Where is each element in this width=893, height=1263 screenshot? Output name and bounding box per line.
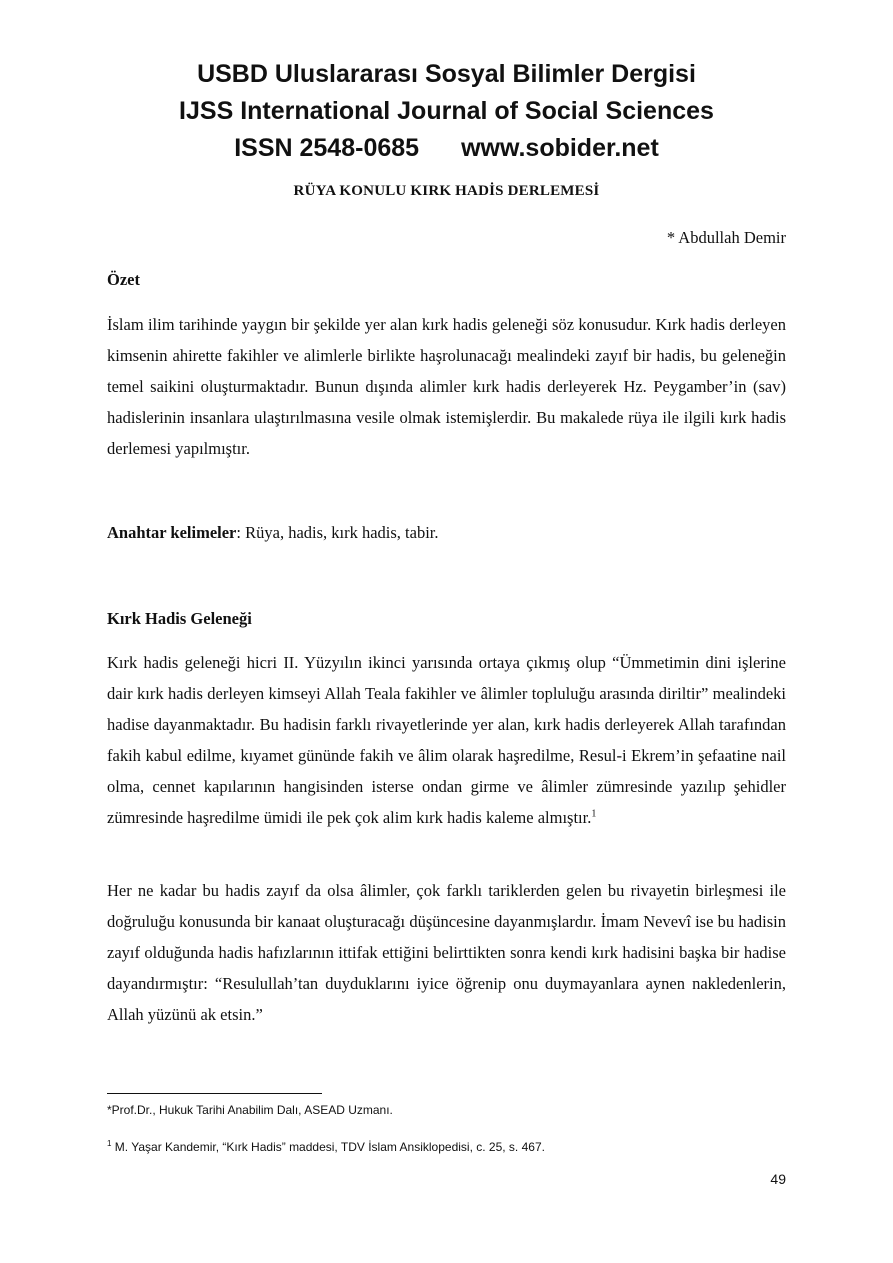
journal-website: www.sobider.net <box>461 134 659 162</box>
keywords-label: Anahtar kelimeler <box>107 523 237 542</box>
footnote-1 <box>107 1140 545 1154</box>
footnote-ref-1[interactable]: 1 <box>591 808 597 820</box>
abstract-heading: Özet <box>107 270 140 289</box>
author-name: * Abdullah Demir <box>666 228 786 247</box>
page-number: 49 <box>770 1171 786 1187</box>
issn-line <box>0 130 893 167</box>
journal-header <box>0 56 893 167</box>
keywords-separator: : <box>236 523 246 542</box>
section-paragraph-2: Her ne kadar bu hadis zayıf da olsa âlimler, çok farklı tariklerden gelen bu rivayetin birleşmesi ile doğruluğu konusunda bir kanaat oluşturacağı düşüncesine dayanmışlardır. İmam Nevevî ise bu hadisin zayıf olduğunda hadis hafızlarının ittifak ettiğini belirttikten sonra kendi kırk hadisini başka bir hadise dayandırmıştır: “Resulullah’tan duyduklarını iyice öğrenip onu duymayanlara aynen nakledenlerin, Allah yüzünü ak etsin.” <box>107 881 786 1024</box>
abstract-text: İslam ilim tarihinde yaygın bir şekilde yer alan kırk hadis geleneği söz konusudur. Kırk hadis derleyen kimsenin ahirette fakihler ve alimlerle birlikte haşrolunacağı mealindeki zayıf bir hadis, bu geleneğin temel saikini oluşturmaktadır. Bunun dışında alimler kırk hadis derleyerek Hz. Peygamber’in (sav) hadislerinin insanlara ulaştırılmasına vesile olmak istemişlerdir. Bu makalede rüya ile ilgili kırk hadis derlemesi yapılmıştır. <box>107 315 786 458</box>
journal-title-tr: USBD Uluslararası Sosyal Bilimler Dergisi <box>197 60 696 88</box>
issn: ISSN 2548-0685 <box>234 134 420 162</box>
article-title: RÜYA KONULU KIRK HADİS DERLEMESİ <box>293 183 600 199</box>
footnote-author: *Prof.Dr., Hukuk Tarihi Anabilim Dalı, ASEAD Uzmanı. <box>107 1103 393 1117</box>
footnote-divider <box>107 1093 322 1094</box>
keywords-value: Rüya, hadis, kırk hadis, tabir. <box>245 523 439 542</box>
keywords <box>107 523 439 543</box>
journal-title-en: IJSS International Journal of Social Sciences <box>179 97 714 125</box>
section-heading: Kırk Hadis Geleneği <box>107 609 252 628</box>
section-paragraph-1 <box>107 647 786 833</box>
footnote-1-text: M. Yaşar Kandemir, “Kırk Hadis” maddesi, TDV İslam Ansiklopedisi, c. 25, s. 467. <box>111 1140 545 1154</box>
paragraph-1-text: Kırk hadis geleneği hicri II. Yüzyılın ikinci yarısında ortaya çıkmış olup “Ümmetimin dini işlerine dair kırk hadis derleyen kimseyi Allah Teala fakihler ve âlimler topluluğu arasında diriltir” mealindeki hadise dayanmaktadır. Bu hadisin farklı rivayetlerinde yer alan, kırk hadis derleyerek Allah tarafından fakih kabul edilme, kıyamet gününde fakih ve âlim olarak haşredilme, Resul-i Ekrem’in şefaatine nail olma, cennet kapılarının hangisinden isterse ondan girme ve âlimler zümresinde yazılıp şehidler zümresinde haşredilme ümidi ile pek çok alim kırk hadis kaleme almıştır. <box>107 653 786 827</box>
footnote-1-number: 1 <box>107 1139 112 1148</box>
